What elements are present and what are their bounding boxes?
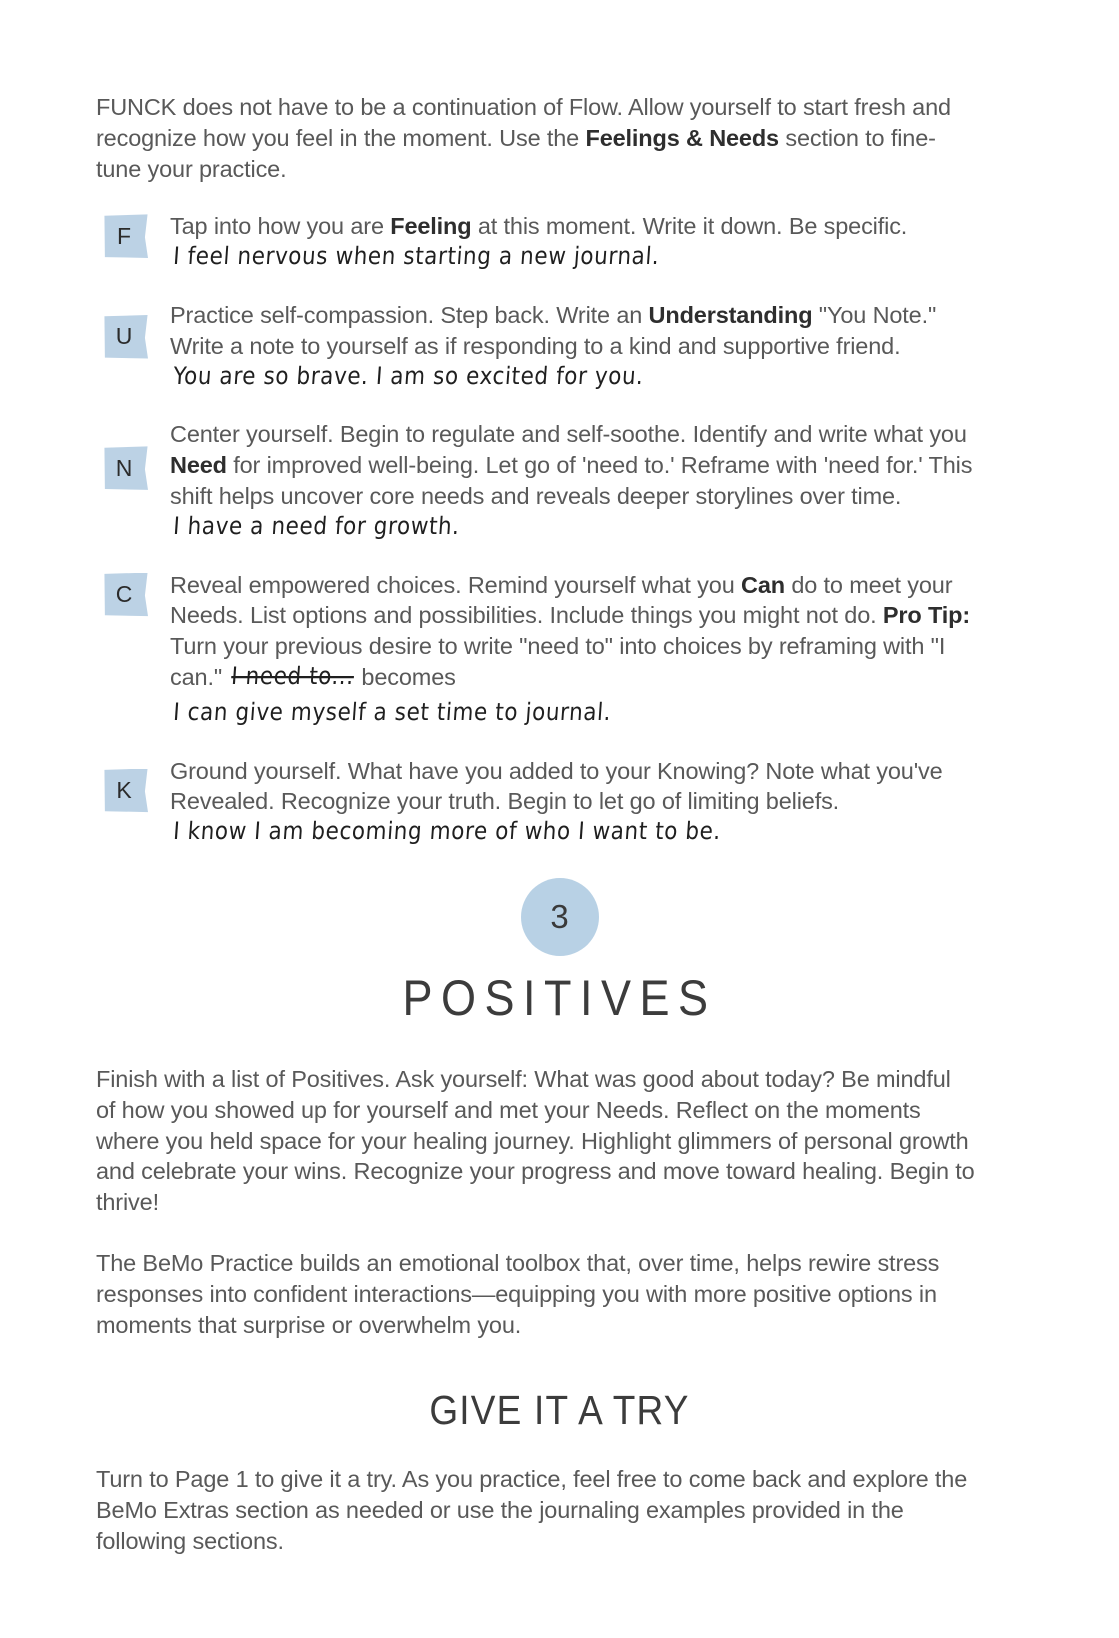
step-body-can [170,569,1023,731]
handwriting-feeling: I feel nervous when starting a new journal. [172,242,661,271]
step-badge-u [104,315,148,359]
step-item-need [96,418,1023,544]
step-body-need [170,418,1023,544]
step-letter-n: N [115,454,133,481]
step-text-can [170,570,980,731]
step-badge-k [104,769,148,813]
step-text-after-pro-tip: Turn your previous desire to write "need to" into choices by reframing with "I can." [170,633,946,690]
intro-paragraph [96,92,971,184]
step-text-before-bold: Center yourself. Begin to regulate and self-soothe. Identify and write what you [170,421,967,448]
step-bold-feeling: Feeling [390,213,472,240]
handwriting-can: I can give myself a set time to journal. [172,698,613,727]
step-item-understanding [96,299,1023,394]
step-bold-pro-tip: Pro Tip: [882,602,971,629]
bemo-practice-paragraph: The BeMo Practice builds an emotional toolbox that, over time, helps rewire stress responses into confident interactions—equipping you with more positive options in moments that surprise or overwhelm you. [96,1249,940,1338]
step-letter-c: C [115,581,133,608]
step-body-feeling [170,210,1023,275]
intro-text-part2: section to fine-tune your practice. [96,124,936,182]
step-text-after-bold: for improved well-being. Let go of 'need to.' Reframe with 'need for.' This shift helps uncover core needs and reveals deeper storylines over time. [170,452,973,509]
section-number-badge [521,878,599,956]
step-text-after-struck: becomes [355,663,456,690]
step-item-knowing [96,755,1023,850]
step-text-before-bold: Tap into how you are [170,213,391,240]
step-bold-can: Can [741,571,785,598]
step-item-can [96,569,1023,731]
step-text-before-bold: Ground yourself. What have you added to your Knowing? Note what you've Revealed. Recognize your truth. Begin to let go of limiting beliefs. [170,757,943,815]
step-text-after-bold: do to meet your Needs. List options and possibilities. Include things you might not do. [170,571,953,629]
handwriting-understanding: You are so brave. I am so excited for you. [172,362,645,391]
step-text-after-bold: at this moment. Write it down. Be specific. [471,213,908,240]
step-letter-u: U [115,323,133,350]
funck-steps-list [96,210,1023,850]
section-number: 3 [550,898,569,936]
step-badge-c [104,573,148,617]
step-body-understanding [170,299,1023,394]
step-text-understanding [170,300,980,394]
step-text-before-bold: Reveal empowered choices. Remind yourself what you [170,571,741,598]
step-text-need [170,419,980,544]
step-body-knowing [170,755,1023,850]
closing-paragraph: Turn to Page 1 to give it a try. As you practice, feel free to come back and explore the BeMo Extras section as needed or use the journaling examples provided in the following sections. [96,1466,968,1554]
step-text-knowing [170,756,980,850]
step-badge-f [104,214,148,258]
handwriting-knowing: I know I am becoming more of who I want to be. [172,817,722,846]
step-letter-f: F [116,222,132,249]
step-bold-understanding: Understanding [648,301,813,328]
positives-paragraph: Finish with a list of Positives. Ask yourself: What was good about today? Be mindful of how you showed up for yourself and met your Needs. Reflect on the moments where you held space for your healing journey. Highlight glimmers of personal growth and celebrate your wins. Recognize your progress and move toward healing. Begin to thrive! [96,1065,975,1216]
step-text-after-bold: "You Note." Write a note to yourself as if responding to a kind and supportive friend. [170,301,937,359]
step-bold-need: Need [170,452,227,479]
intro-text-part1: FUNCK does not have to be a continuation of Flow. Allow yourself to start fresh and recognize how you feel in the moment. Use the [96,94,951,151]
give-it-a-try-heading: GIVE IT A TRY [429,1388,690,1434]
section-title-positives: POSITIVES [402,968,717,1026]
handwriting-struck-need-to: I need to... [230,662,356,691]
step-text-feeling [170,211,980,275]
intro-bold-feelings-needs: Feelings & Needs [585,124,779,151]
step-badge-n [104,446,148,490]
step-text-before-bold: Practice self-compassion. Step back. Write an [170,301,649,328]
handwriting-need: I have a need for growth. [172,512,461,541]
step-letter-k: K [116,777,132,804]
step-item-feeling [96,210,1023,275]
